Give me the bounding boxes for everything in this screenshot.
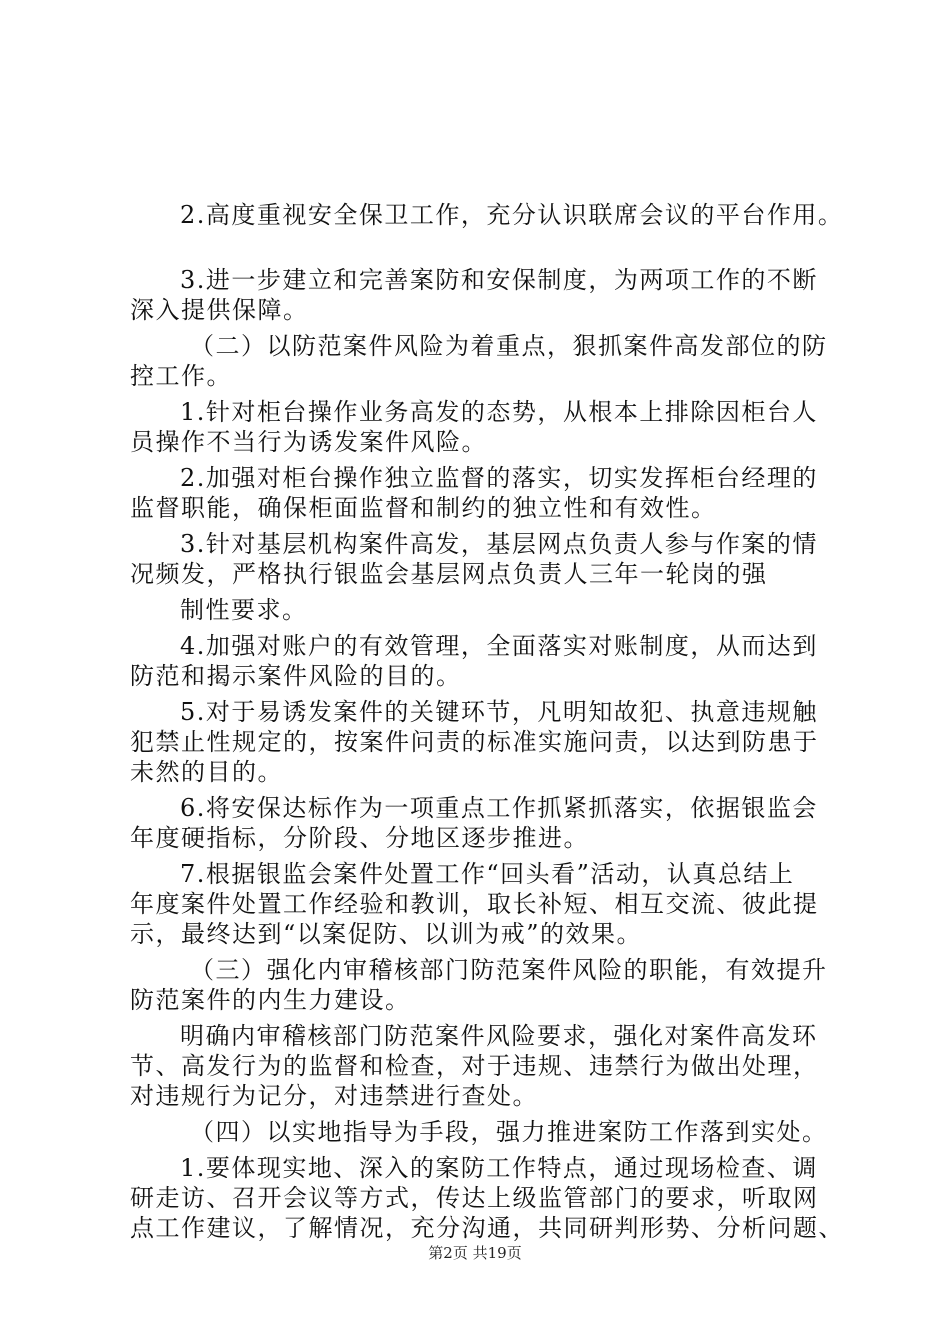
text-line: （二）以防范案件风险为着重点，狠抓案件高发部位的防 xyxy=(190,332,828,360)
text-line: 防范案件的内生力建设。 xyxy=(130,986,411,1014)
text-line: 4.加强对账户的有效管理，全面落实对账制度，从而达到 xyxy=(180,632,818,660)
paragraph-onsite-guidance xyxy=(130,1153,850,1243)
text-line: 节、高发行为的监督和检查，对于违规、违禁行为做出处理， xyxy=(130,1052,819,1080)
paragraph-system-building xyxy=(130,265,850,325)
text-line: 示，最终达到“以案促防、以训为戒”的效果。 xyxy=(130,920,643,948)
paragraph-item-1 xyxy=(130,397,850,457)
paragraph-item-4 xyxy=(130,631,850,691)
text-line: 制性要求。 xyxy=(180,596,308,624)
paragraph-item-5 xyxy=(130,697,850,787)
text-line: 6.将安保达标作为一项重点工作抓紧抓落实，依据银监会 xyxy=(180,794,818,822)
text-line: 况频发，严格执行银监会基层网点负责人三年一轮岗的强 xyxy=(130,560,768,588)
paragraph-item-7 xyxy=(130,859,850,949)
paragraph-item-6 xyxy=(130,793,850,853)
text-line: 未然的目的。 xyxy=(130,758,283,786)
paragraph-item-3-continued xyxy=(130,595,850,625)
text-line: 深入提供保障。 xyxy=(130,296,309,324)
text-line: 控工作。 xyxy=(130,362,232,390)
text-line: 1.要体现实地、深入的案防工作特点，通过现场检查、调 xyxy=(180,1154,818,1182)
text-line: 年度案件处置工作经验和教训，取长补短、相互交流、彼此提 xyxy=(130,890,819,918)
paragraph-item-2 xyxy=(130,463,850,523)
text-line: 研走访、召开会议等方式，传达上级监管部门的要求，听取网 xyxy=(130,1184,819,1212)
text-line: 点工作建议，了解情况，充分沟通，共同研判形势、分析问题、 xyxy=(130,1214,844,1242)
page-footer xyxy=(0,1242,950,1263)
text-line: 员操作不当行为诱发案件风险。 xyxy=(130,428,487,456)
text-line: 年度硬指标，分阶段、分地区逐步推进。 xyxy=(130,824,589,852)
paragraph-safety-meeting xyxy=(130,200,850,230)
text-line: 3.针对基层机构案件高发，基层网点负责人参与作案的情 xyxy=(180,530,818,558)
section-heading-two xyxy=(130,331,850,391)
text-line: 明确内审稽核部门防范案件风险要求，强化对案件高发环 xyxy=(180,1022,818,1050)
text-line: 2.高度重视安全保卫工作，充分认识联席会议的平台作用。 xyxy=(180,201,844,229)
document-body xyxy=(130,200,850,1243)
section-heading-four xyxy=(130,1117,850,1147)
paragraph-item-3 xyxy=(130,529,850,589)
text-line: 5.对于易诱发案件的关键环节，凡明知故犯、执意违规触 xyxy=(180,698,818,726)
text-line: 3.进一步建立和完善案防和安保制度，为两项工作的不断 xyxy=(180,266,818,294)
text-line: （四）以实地指导为手段，强力推进案防工作落到实处。 xyxy=(190,1118,828,1146)
text-line: 7.根据银监会案件处置工作“回头看”活动，认真总结上 xyxy=(180,860,795,888)
text-line: 对违规行为记分，对违禁进行查处。 xyxy=(130,1082,538,1110)
text-line: 犯禁止性规定的，按案件问责的标准实施问责，以达到防患于 xyxy=(130,728,819,756)
page-number-label: 第2页 共19页 xyxy=(428,1244,522,1262)
text-line: 1.针对柜台操作业务高发的态势，从根本上排除因柜台人 xyxy=(180,398,818,426)
text-line: 监督职能，确保柜面监督和制约的独立性和有效性。 xyxy=(130,494,717,522)
text-line: 防范和揭示案件风险的目的。 xyxy=(130,662,462,690)
section-heading-three xyxy=(130,955,850,1015)
paragraph-audit-requirements xyxy=(130,1021,850,1111)
text-line: （三）强化内审稽核部门防范案件风险的职能，有效提升 xyxy=(190,956,828,984)
text-line: 2.加强对柜台操作独立监督的落实，切实发挥柜台经理的 xyxy=(180,464,818,492)
